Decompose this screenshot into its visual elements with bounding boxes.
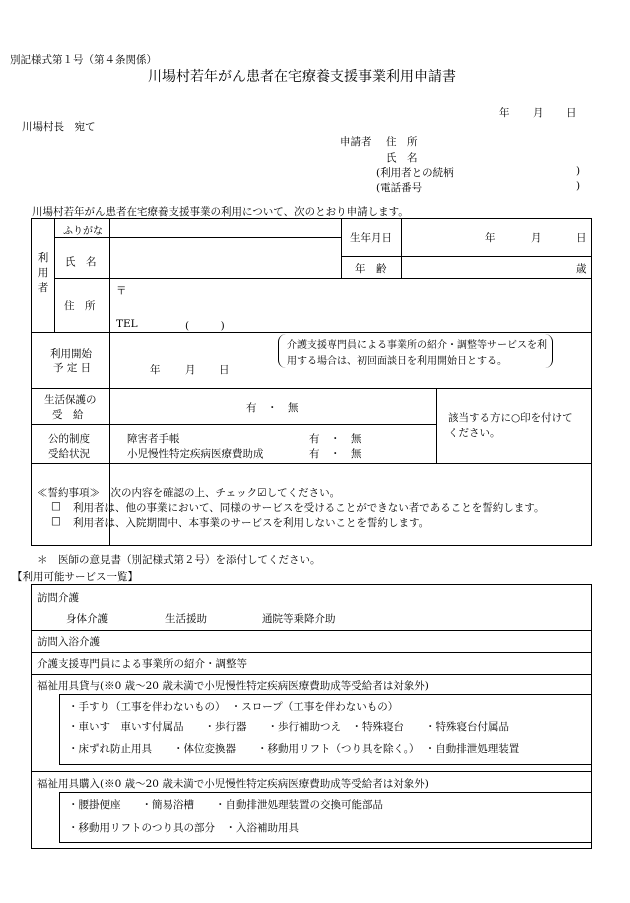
start-year: 年 — [150, 364, 161, 376]
start-label-2: 予 定 日 — [53, 362, 92, 374]
pledge-item-2: 利用者は、入院期間中、本事業のサービスを利用しないことを誓約します。 — [73, 517, 430, 529]
form-number: 別記様式第１号（第４条関係） — [10, 54, 157, 66]
start-note-line2: 用する場合は、初回面談日を利用開始日とする。 — [287, 356, 507, 367]
disability-card-options: 有 ・ 無 — [309, 433, 362, 445]
home-care-item-2: 生活援助 — [165, 613, 207, 625]
date-day: 日 — [566, 107, 577, 119]
rental-row-2: ・車いす 車いす付属品 ・歩行器 ・歩行補助つえ ・特殊寝台 ・特殊寝台付属品 — [68, 721, 509, 733]
rental-row-3: ・床ずれ防止用具 ・体位変換器 ・移動用リフト（つり具を除く。） ・自動排泄処理装置 — [68, 743, 520, 755]
pediatric-aid-options: 有 ・ 無 — [309, 448, 362, 460]
start-label-1: 利用開始 — [50, 348, 92, 360]
instruction-line1: 該当する方に○印を付けて — [448, 412, 573, 424]
furigana-label: ふりがな — [63, 226, 103, 237]
intro-text: 川場村若年がん患者在宅療養支援事業の利用について、次のとおり申請します。 — [32, 206, 409, 218]
date-year: 年 — [499, 107, 510, 119]
start-day: 日 — [219, 364, 230, 376]
age-label: 年 齢 — [355, 263, 387, 275]
rental-label: 福祉用具貸与(※0 歳～20 歳未満で小児慢性特定疾病医療費助成等受給者は対象外) — [37, 680, 429, 692]
date-month: 月 — [533, 107, 544, 119]
purchase-row-2: ・移動用リフトのつり具の部分 ・入浴補助用具 — [68, 822, 299, 834]
applicant-address-label: 住 所 — [386, 136, 418, 148]
postal-mark: 〒 — [116, 285, 127, 297]
user-address-label: 住 所 — [64, 300, 96, 312]
pledge-item-1: 利用者は、他の事業において、同様のサービスを受けることができない者であることを誓約します。 — [73, 502, 545, 514]
birthdate-label: 生年月日 — [350, 232, 392, 244]
pledge-checkbox-1[interactable]: □ — [51, 500, 61, 512]
public-label-2: 受給状況 — [48, 448, 90, 460]
birth-year: 年 — [485, 232, 496, 244]
start-note-line1: 介護支援専門員による事業所の紹介・調整等サービスを利 — [287, 340, 547, 351]
bath-service-label: 訪問入浴介護 — [37, 636, 100, 648]
attach-note: ＊ 医師の意見書（別記様式第２号）を添付してください。 — [37, 554, 321, 566]
home-care-item-3: 通院等乗降介助 — [262, 613, 336, 625]
home-care-label: 訪問介護 — [37, 592, 79, 604]
applicant-relation-close: ) — [576, 165, 581, 177]
age-unit: 歳 — [576, 263, 587, 275]
services-heading: 【利用可能サービス一覧】 — [12, 571, 138, 583]
tel-paren: ( ) — [185, 320, 225, 332]
applicant-phone-label: (電話番号 — [376, 182, 423, 194]
care-manager-label: 介護支援専門員による事業所の紹介・調整等 — [37, 658, 247, 670]
pledge-checkbox-2[interactable]: □ — [51, 515, 61, 527]
applicant-phone-close: ) — [576, 180, 581, 192]
welfare-label-2: 受 給 — [52, 409, 84, 421]
welfare-options: 有 ・ 無 — [246, 402, 299, 414]
rental-row-1: ・手すり（工事を伴わないもの） ・スロープ（工事を伴わないもの） — [68, 701, 399, 713]
applicant-name-label: 氏 名 — [386, 152, 418, 164]
applicant-label: 申請者 — [340, 136, 372, 148]
birth-day: 日 — [576, 232, 587, 244]
pledge-heading: ≪誓約事項≫ 次の内容を確認の上、チェック☑してください。 — [37, 487, 341, 499]
start-month: 月 — [185, 364, 196, 376]
applicant-relation-label: (利用者との続柄 — [376, 167, 454, 179]
public-label-1: 公的制度 — [48, 433, 90, 445]
user-vertical-label: 利用者 — [37, 252, 49, 294]
purchase-row-1: ・腰掛便座 ・簡易浴槽 ・自動排泄処理装置の交換可能部品 — [68, 799, 383, 811]
disability-card-label: 障害者手帳 — [127, 433, 180, 445]
pediatric-aid-label: 小児慢性特定疾病医療費助成 — [127, 448, 264, 460]
tel-label: TEL — [116, 318, 138, 330]
purchase-label: 福祉用具購入(※0 歳～20 歳未満で小児慢性特定疾病医療費助成等受給者は対象外) — [37, 778, 429, 790]
home-care-item-1: 身体介護 — [66, 613, 108, 625]
addressee: 川場村長 宛て — [22, 121, 96, 133]
user-name-label: 氏 名 — [65, 256, 97, 268]
welfare-label-1: 生活保護の — [44, 394, 97, 406]
page-title: 川場村若年がん患者在宅療養支援事業利用申請書 — [148, 69, 456, 85]
birth-month: 月 — [531, 232, 542, 244]
instruction-line2: ください。 — [448, 427, 501, 439]
